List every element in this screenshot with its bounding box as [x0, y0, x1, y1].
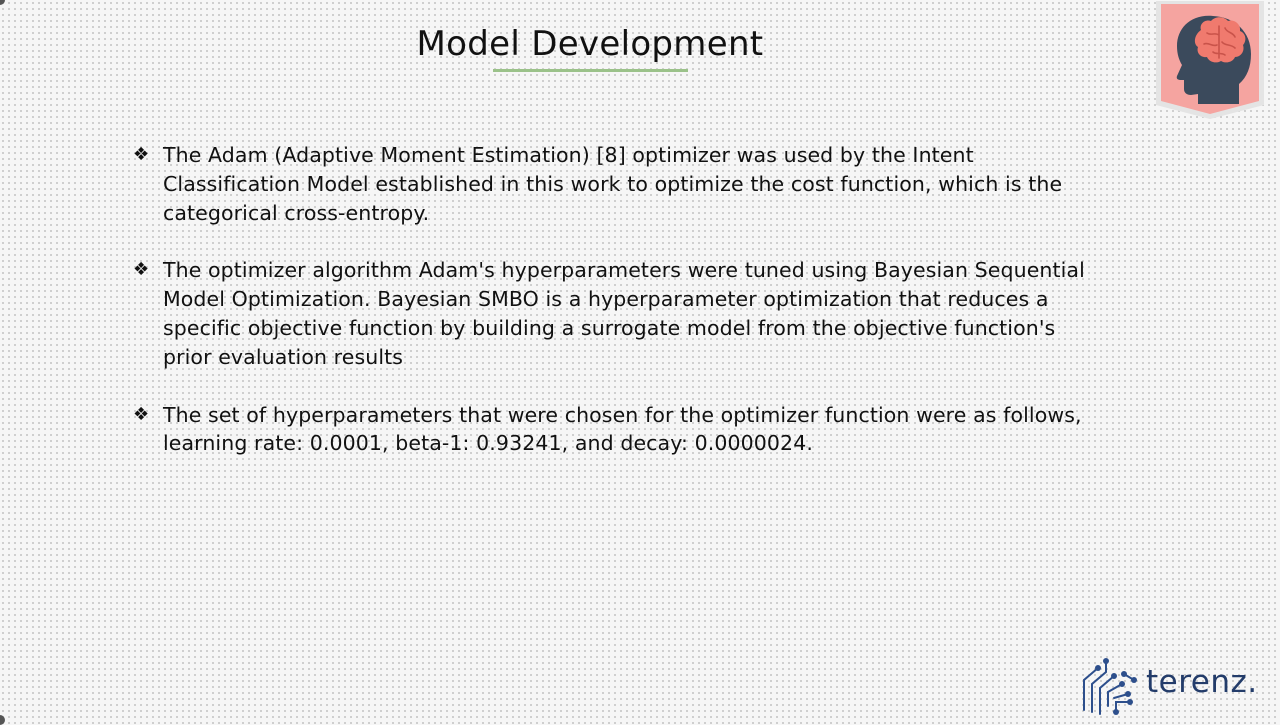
bullet-text: The optimizer algorithm Adam's hyperparameters were tuned using Bayesian Sequential Model Optimization. Bayesian SMBO is a hyperparameter optimization that reduces a specific objective function by building a surrogate model from the objective function's prior evaluation results [163, 258, 1085, 369]
four-diamond-bullet-icon: ❖ [133, 259, 150, 281]
bullet-text: The Adam (Adaptive Moment Estimation) [8] optimizer was used by the Intent Classification Model established in this work to optimize the cost function, which is the categorical cross-entropy. [163, 143, 1063, 225]
four-diamond-bullet-icon: ❖ [133, 144, 150, 165]
corner-dot-top-left [0, 0, 5, 5]
four-diamond-bullet-icon: ❖ [133, 403, 150, 425]
bullet-item [133, 256, 1093, 371]
page-title: Model Development [416, 24, 764, 64]
bullet-item [133, 401, 1093, 459]
corner-dot-bottom-left [0, 715, 5, 725]
bullet-item [133, 141, 1093, 227]
brain-head-badge [1155, 0, 1265, 120]
brain-head-icon [1155, 0, 1265, 120]
title-underline [493, 69, 688, 72]
logo-text: terenz. [1146, 664, 1258, 700]
terenz-logo [1078, 654, 1268, 718]
circuit-logo-icon [1078, 654, 1144, 718]
bullet-list [133, 141, 1093, 487]
bullet-text: The set of hyperparameters that were chosen for the optimizer function were as follows, learning rate: 0.0001, beta-1: 0.93241, and decay: 0.0000024. [163, 402, 1082, 456]
